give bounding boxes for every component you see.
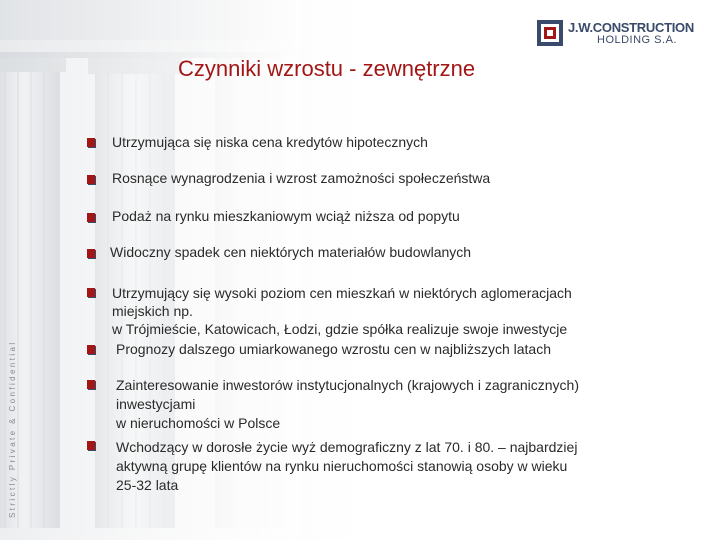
logo-company-suffix: HOLDING S.A. xyxy=(597,34,677,46)
bullet-line: Utrzymująca się niska cena kredytów hipotecznych xyxy=(112,134,428,150)
bullet-line: Utrzymujący się wysoki poziom cen mieszkań w niektórych aglomeracjach xyxy=(112,285,572,301)
bullet-line: Widoczny spadek cen niektórych materiałów budowlanych xyxy=(110,244,472,260)
bullet-marker-icon xyxy=(87,441,95,450)
bullet-marker-icon xyxy=(87,213,95,222)
bullet-item-1 xyxy=(112,133,428,151)
bullet-item-8 xyxy=(116,438,577,495)
bullet-line: w nieruchomości w Polsce xyxy=(116,415,281,431)
bullet-line: Rosnące wynagrodzenia i wzrost zamożności społeczeństwa xyxy=(112,170,491,186)
confidential-side-label: Strictly Private & Confidential xyxy=(8,340,17,518)
bullet-marker-icon xyxy=(87,175,95,184)
bullet-line: Podaż na rynku mieszkaniowym wciąż niższa od popytu xyxy=(112,208,460,224)
slide-title: Czynniki wzrostu - zewnętrzne xyxy=(178,56,476,81)
bullet-marker-icon xyxy=(87,380,95,389)
bullet-line: miejskich np. xyxy=(112,303,193,319)
bullet-item-7 xyxy=(116,376,579,433)
bullet-item-6 xyxy=(116,340,551,358)
bullet-line: 25-32 lata xyxy=(116,477,179,493)
bullet-marker-icon xyxy=(87,249,95,258)
bullet-marker-icon xyxy=(87,345,95,354)
bullet-item-4 xyxy=(110,243,471,261)
bullet-line: Wchodzący w dorosłe życie wyż demograficzny z lat 70. i 80. – najbardziej xyxy=(116,439,578,455)
bullet-item-5 xyxy=(112,284,572,338)
company-logo xyxy=(537,20,707,46)
bullet-marker-icon xyxy=(87,138,95,147)
bullet-line: aktywną grupę klientów na rynku nieruchomości stanowią osoby w wieku xyxy=(116,458,568,474)
logo-company-name: J.W.CONSTRUCTION xyxy=(568,20,694,35)
bullet-item-2 xyxy=(112,169,490,187)
bullet-line: inwestycjami xyxy=(116,396,196,412)
bullet-line: w Trójmieście, Katowicach, Łodzi, gdzie spółka realizuje swoje inwestycje xyxy=(112,321,568,337)
logo-mark-icon xyxy=(537,20,563,46)
bullet-line: Zainteresowanie inwestorów instytucjonalnych (krajowych i zagranicznych) xyxy=(116,377,579,393)
bullet-line: Prognozy dalszego umiarkowanego wzrostu cen w najbliższych latach xyxy=(116,341,551,357)
bullet-item-3 xyxy=(112,207,460,225)
bullet-marker-icon xyxy=(87,288,95,297)
